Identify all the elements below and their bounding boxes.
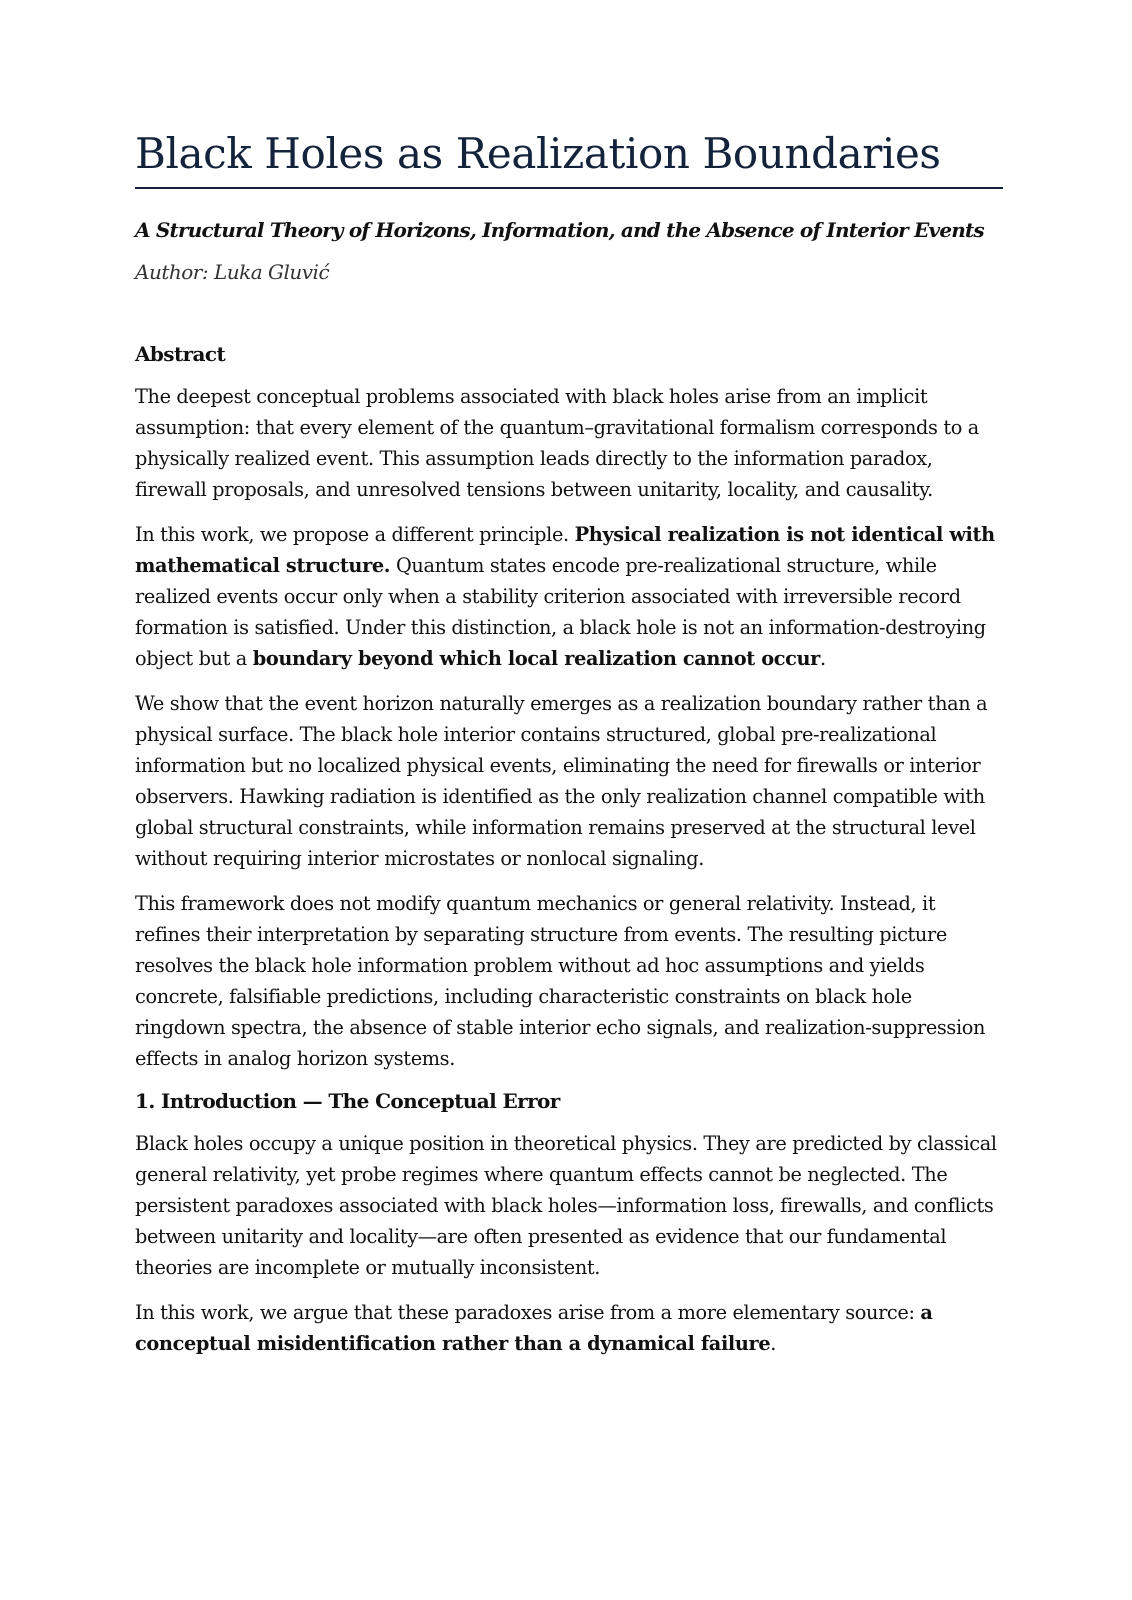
document-subtitle: A Structural Theory of Horizons, Information, and the Absence of Interior Events — [135, 217, 984, 242]
abstract-paragraph-2 — [135, 519, 1003, 674]
introduction-paragraph-2 — [135, 1297, 1003, 1359]
abstract-paragraph-3: We show that the event horizon naturally emerges as a realization boundary rather than a physical surface. The black hole interior contains structured, global pre-realizational information but no localized physical events, eliminating the need for firewalls or interior observers. Hawking radiation is identified as the only realization channel compatible with global structural constraints, while information remains preserved at the structural level without requiring interior microstates or nonlocal signaling. — [135, 691, 988, 870]
abstract-p2-text-1: In this work, we propose a different principle. — [135, 522, 575, 546]
intro-p2-text-2: . — [770, 1331, 777, 1355]
document-title: Black Holes as Realization Boundaries — [135, 128, 1003, 189]
abstract-paragraph-4: This framework does not modify quantum mechanics or general relativity. Instead, it refines their interpretation by separating structure from events. The resulting picture resolves the black hole information problem without ad hoc assumptions and yields concrete, falsifiable predictions, including characteristic constraints on black hole ringdown spectra, the absence of stable interior echo signals, and realization-suppression effects in analog horizon systems. — [135, 891, 986, 1070]
introduction-paragraph-1: Black holes occupy a unique position in theoretical physics. They are predicted by classical general relativity, yet probe regimes where quantum effects cannot be neglected. The persistent paradoxes associated with black holes—information loss, firewalls, and conflicts between unitarity and locality—are often presented as evidence that our fundamental theories are incomplete or mutually inconsistent. — [135, 1131, 997, 1279]
intro-p2-text-1: In this work, we argue that these paradoxes arise from a more elementary source: — [135, 1300, 921, 1324]
intro-p2-bold-1: a conceptual misidentification rather than a dynamical failure — [135, 1300, 933, 1355]
abstract-p2-text-2: Quantum states encode pre-realizational structure, while realized events occur only when a stability criterion associated with irreversible record formation is satisfied. Under this distinction, a black hole is not an information-destroying object but a — [135, 553, 986, 670]
abstract-paragraph-1: The deepest conceptual problems associated with black holes arise from an implicit assumption: that every element of the quantum–gravitational formalism corresponds to a physically realized event. This assumption leads directly to the information paradox, firewall proposals, and unresolved tensions between unitarity, locality, and causality. — [135, 384, 979, 501]
document-author: Author: Luka Gluvić — [135, 259, 330, 284]
document-page — [135, 128, 1003, 1359]
abstract-p2-bold-2: boundary beyond which local realization cannot occur — [252, 646, 820, 670]
abstract-p2-bold-1: Physical realization is not identical with mathematical structure. — [135, 522, 995, 577]
abstract-p2-text-3: . — [819, 646, 826, 670]
introduction-heading: 1. Introduction — The Conceptual Error — [135, 1088, 560, 1113]
abstract-heading: Abstract — [135, 341, 226, 366]
